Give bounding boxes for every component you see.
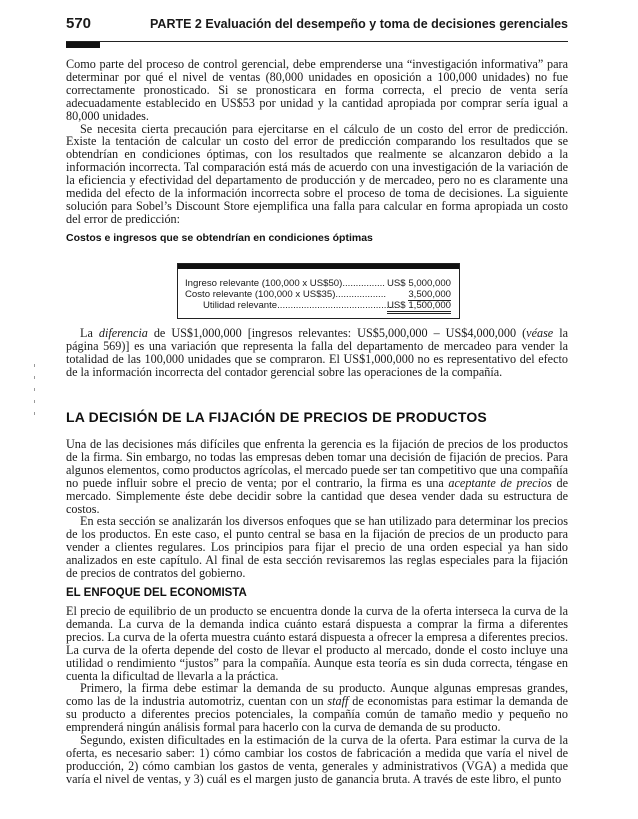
paragraph: La diferencia de US$1,000,000 [ingresos relevantes: US$5,000,000 – US$4,000,000 (véase la página 569)] es una variación que representa la falla del departamento de mercadeo para vender la totalidad de las 100,000 unidades que se compraron. El US$1,000,000 no es representativo del efecto de la información incorrecta del contador gerencial sobre las operaciones de la compañía. [66,326,569,379]
paragraph: El precio de equilibrio de un producto se encuentra donde la curva de la oferta interseca la curva de la demanda. La curva de la demanda indica cuánto estará dispuesta a comprar la firma a diferentes precios. La curva de la oferta muestra cuánto estará dispuesta a ofrecer la empresa a diferentes precios. La curva de la oferta depende del costo de llevar el producto al mercado, donde el costo incluye una utilidad o rendimiento “justos” para la compañía. Aunque esta teoría es sin duda correcta, téngase en cuenta la dificultad de llevarla a la práctica. [66,604,568,683]
section-title: LA DECISIÓN DE LA FIJACIÓN DE PRECIOS DE PRODUCTOS [66,409,487,425]
table-top-bar [178,264,459,269]
page-number: 570 [66,15,92,32]
margin-marks [34,364,37,424]
row-value: US$ 5,000,000 [386,278,451,289]
table-row [185,278,451,289]
paragraph: Primero, la firma debe estimar la demanda de su producto. Aunque algunas empresas grandes, como las de la industria automotriz, cuentan con un staff de economistas para estimar la demanda de su producto a diferentes precios potenciales, la compañía común de tamaño medio y pequeño no emprenderá ningún análisis formal para hacerlo con la curva de demanda de su producto. [66,681,568,735]
paragraph: En esta sección se analizarán los diversos enfoques que se han utilizado para determinar los precios de los productos. En este caso, el punto central se basa en la fijación de precios de un producto para vender a clientes regulares. Los principios para fijar el precio de una orden especial ya han sido analizados en este capítulo. Al final de esta sección revisaremos las reglas especiales para la fijación de precios de contratos del gobierno. [66,514,568,581]
paragraph: Una de las decisiones más difíciles que enfrenta la gerencia es la fijación de precios de los productos de la firma. Sin embargo, no todas las empresas deben tomar una decisión de fijación de precios. Para algunos elementos, como productos agrícolas, el mercado puede ser tan competitivo que una compañía no puede influir sobre el precio de venta; por el contrario, la firma es una aceptante de precios de mercado. Simplemente éste debe decidir sobre la cantidad que desea vender dada su estructura de costos. [66,437,568,516]
paragraph: Como parte del proceso de control gerencial, debe emprenderse una “investigación informativa” para determinar por qué el nivel de ventas (80,000 unidades en oposición a 100,000 unidades) no fue correctamente pronosticado. Si se pronosticara en forma correcta, el precio de venta sería adecuadamente establecido en US$53 por unidad y la cantidad apropiada por comprar sería igual a 80,000 unidades. [66,57,568,123]
table-row [185,289,451,300]
intro-text [66,58,568,226]
analysis-text [66,327,568,379]
table-row [185,300,451,311]
paragraph: Se necesita cierta precaución para ejercitarse en el cálculo de un costo del error de predicción. Existe la tentación de calcular un costo del error de predicción comparando los resultados que se obtendrían en condiciones óptimas, con los resultados que realmente se alcanzaron debido a la información incorrecta. Tal comparación está más de acuerdo con una investigación de la variación de la eficiencia y efectividad del departamento de producción y de mercadeo, pero no es claramente una medida del efecto de la información incorrecta sobre el proceso de toma de decisiones. La siguiente solución para Sobel’s Discount Store ejemplifica una falla para calcular en forma apropiada un costo del error de predicción: [66,121,568,226]
economist-text [66,605,568,786]
row-label: Costo relevante (100,000 x US$35)................... [185,289,387,300]
row-label: Utilidad relevante............................................. [203,300,398,311]
paragraph: Segundo, existen dificultades en la estimación de la curva de la oferta. Para estimar la curva de la oferta, es necesario saber: 1) cómo cambiar los costos de fabricación a medida que varía el nivel de producción, 2) cómo cambian los gastos de venta, generales y administrativos (VGA) a medida que varía el nivel de ventas, y 3) cuál es el margen justo de ganancia bruta. A través de este libro, el punto [66,733,568,786]
optimal-conditions-table [177,263,460,319]
header-rule [66,41,568,42]
subsection-title: EL ENFOQUE DEL ECONOMISTA [66,587,247,599]
table-heading: Costos e ingresos que se obtendrían en condiciones óptimas [66,232,373,244]
row-value: 3,500,000 [408,289,451,300]
header-tab-mark [66,42,100,48]
pricing-text [66,438,568,580]
row-label: Ingreso relevante (100,000 x US$50)................ [185,278,385,289]
page-header [66,15,568,37]
row-value: US$ 1,500,000 [387,300,451,314]
running-title: PARTE 2 Evaluación del desempeño y toma de decisiones gerenciales [150,17,568,31]
